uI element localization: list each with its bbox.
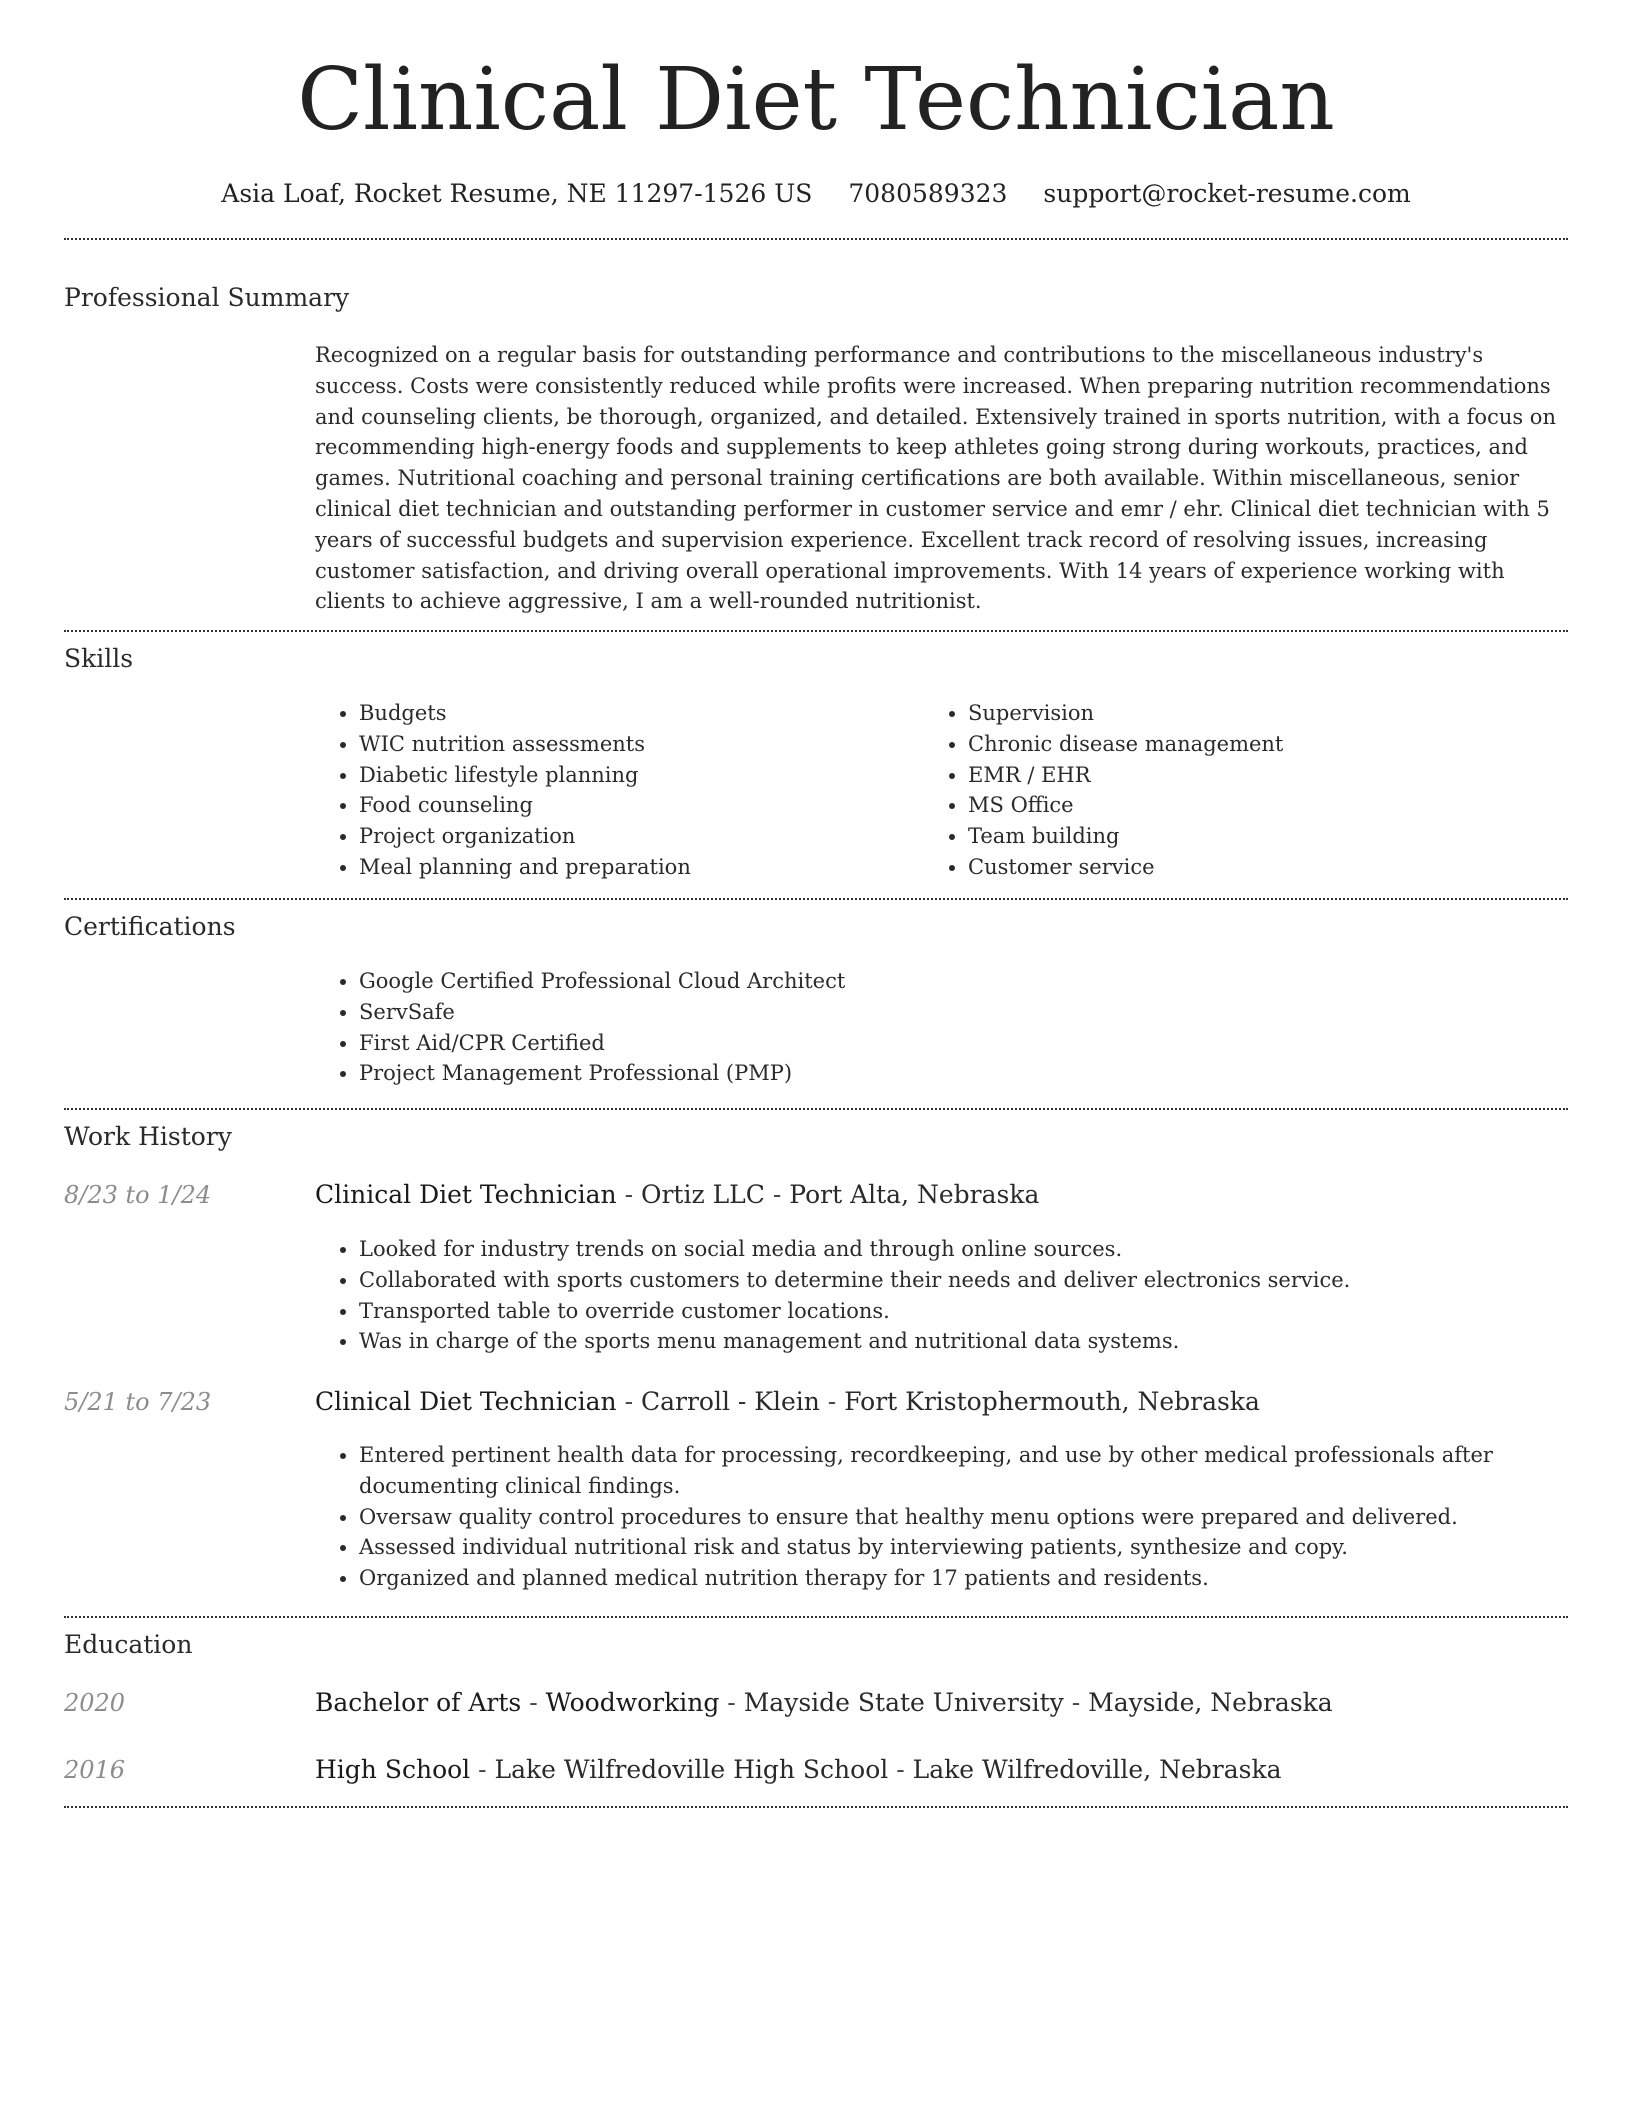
list-item: • MS Office [968,790,1568,821]
job-title: Clinical Diet Technician [315,1387,617,1416]
candidate-name: Clinical Diet Technician [297,50,1335,150]
contact-line [64,176,1568,212]
resume-header [64,40,1568,212]
section-divider [64,1806,1568,1808]
list-item: • Project Management Professional (PMP) [359,1058,1559,1089]
work-history-heading: Work History [64,1122,232,1151]
separator: - [764,1180,790,1209]
job-title-line [315,1178,1039,1212]
list-item: • Oversaw quality control procedures to ensure that healthy menu options were prepared and delivered. [359,1502,1612,1533]
education-heading: Education [64,1630,193,1659]
separator: - [819,1387,845,1416]
list-item: • Meal planning and preparation [359,852,919,883]
list-item: • Customer service [968,852,1568,883]
separator: - [719,1688,744,1717]
list-item: • Looked for industry trends on social media and through online sources. [359,1234,1612,1265]
skills-heading: Skills [64,644,134,673]
separator: - [521,1688,546,1717]
contact-phone: 7080589323 [848,179,1008,208]
education-line [315,1753,1282,1787]
list-item: • First Aid/CPR Certified [359,1028,1559,1059]
education-location: Mayside, Nebraska [1088,1688,1333,1717]
list-item: • Chronic disease management [968,729,1568,760]
list-item: • Entered pertinent health data for processing, recordkeeping, and use by other medical professionals after documenting clinical findings. [359,1440,1612,1502]
certifications-heading: Certifications [64,912,236,941]
separator: - [470,1755,495,1784]
list-item: • Collaborated with sports customers to determine their needs and deliver electronics service. [359,1265,1612,1296]
job-dates: 8/23 to 1/24 [64,1181,212,1209]
list-item: • Budgets [359,698,919,729]
list-item: • Was in charge of the sports menu management and nutritional data systems. [359,1326,1612,1357]
list-item: • Assessed individual nutritional risk and status by interviewing patients, synthesize and copy. [359,1532,1612,1563]
summary-text: Recognized on a regular basis for outstanding performance and contributions to the miscellaneous industry's success. Costs were consistently reduced while profits were increased. When preparing nutrition recommendations and counseling clients, be thorough, organized, and detailed. Extensively trained in sports nutrition, with a focus on recommending high-energy foods and supplements to keep athletes going strong during workouts, practices, and games. Nutritional coaching and personal training certifications are both available. Within miscellaneous, senior clinical diet technician and outstanding performer in customer service and emr / ehr. Clinical diet technician with 5 years of successful budgets and supervision experience. Excellent track record of resolving issues, increasing customer satisfaction, and driving overall operational improvements. With 14 years of experience working with clients to achieve aggressive, I am a well-rounded nutritionist. [315,343,1556,614]
list-item: • Diabetic lifestyle planning [359,760,919,791]
list-item: • Supervision [968,698,1568,729]
list-item: • ServSafe [359,997,1559,1028]
job-bullets [315,1234,1612,1357]
contact-email: support@rocket-resume.com [1043,179,1411,208]
list-item: • Transported table to override customer locations. [359,1296,1612,1327]
education-year: 2020 [64,1689,126,1717]
job-bullets [315,1440,1612,1594]
job-company: Ortiz LLC [640,1180,765,1209]
summary-heading: Professional Summary [64,283,350,312]
job-company: Carroll - Klein [640,1387,820,1416]
list-item: • Organized and planned medical nutrition therapy for 17 patients and residents. [359,1563,1612,1594]
job-title: Clinical Diet Technician [315,1180,617,1209]
education-school: Mayside State University [743,1688,1064,1717]
separator: - [888,1755,913,1784]
section-divider [64,1108,1568,1110]
job-title-line [315,1385,1260,1419]
section-divider [64,898,1568,900]
list-item: • Google Certified Professional Cloud Architect [359,966,1559,997]
list-item: • Team building [968,821,1568,852]
job-location: Fort Kristophermouth, Nebraska [844,1387,1260,1416]
education-field: Woodworking [545,1688,720,1717]
education-year: 2016 [64,1756,126,1784]
education-location: Lake Wilfredoville, Nebraska [912,1755,1282,1784]
job-dates: 5/21 to 7/23 [64,1388,212,1416]
education-degree: Bachelor of Arts [315,1688,522,1717]
separator: - [616,1387,641,1416]
list-item: • Project organization [359,821,919,852]
list-item: • Food counseling [359,790,919,821]
section-divider [64,1616,1568,1618]
education-line [315,1686,1333,1720]
list-item: • EMR / EHR [968,760,1568,791]
contact-address: Asia Loaf, Rocket Resume, NE 11297-1526 US [221,179,813,208]
skills-list-left [315,698,919,883]
education-school: Lake Wilfredoville High School [494,1755,889,1784]
certifications-list [315,966,1559,1089]
skills-list-right [924,698,1568,883]
section-divider [64,238,1568,240]
section-divider [64,630,1568,632]
list-item: • WIC nutrition assessments [359,729,919,760]
separator: - [1063,1688,1089,1717]
job-location: Port Alta, Nebraska [789,1180,1040,1209]
education-degree: High School [315,1755,471,1784]
separator: - [616,1180,641,1209]
